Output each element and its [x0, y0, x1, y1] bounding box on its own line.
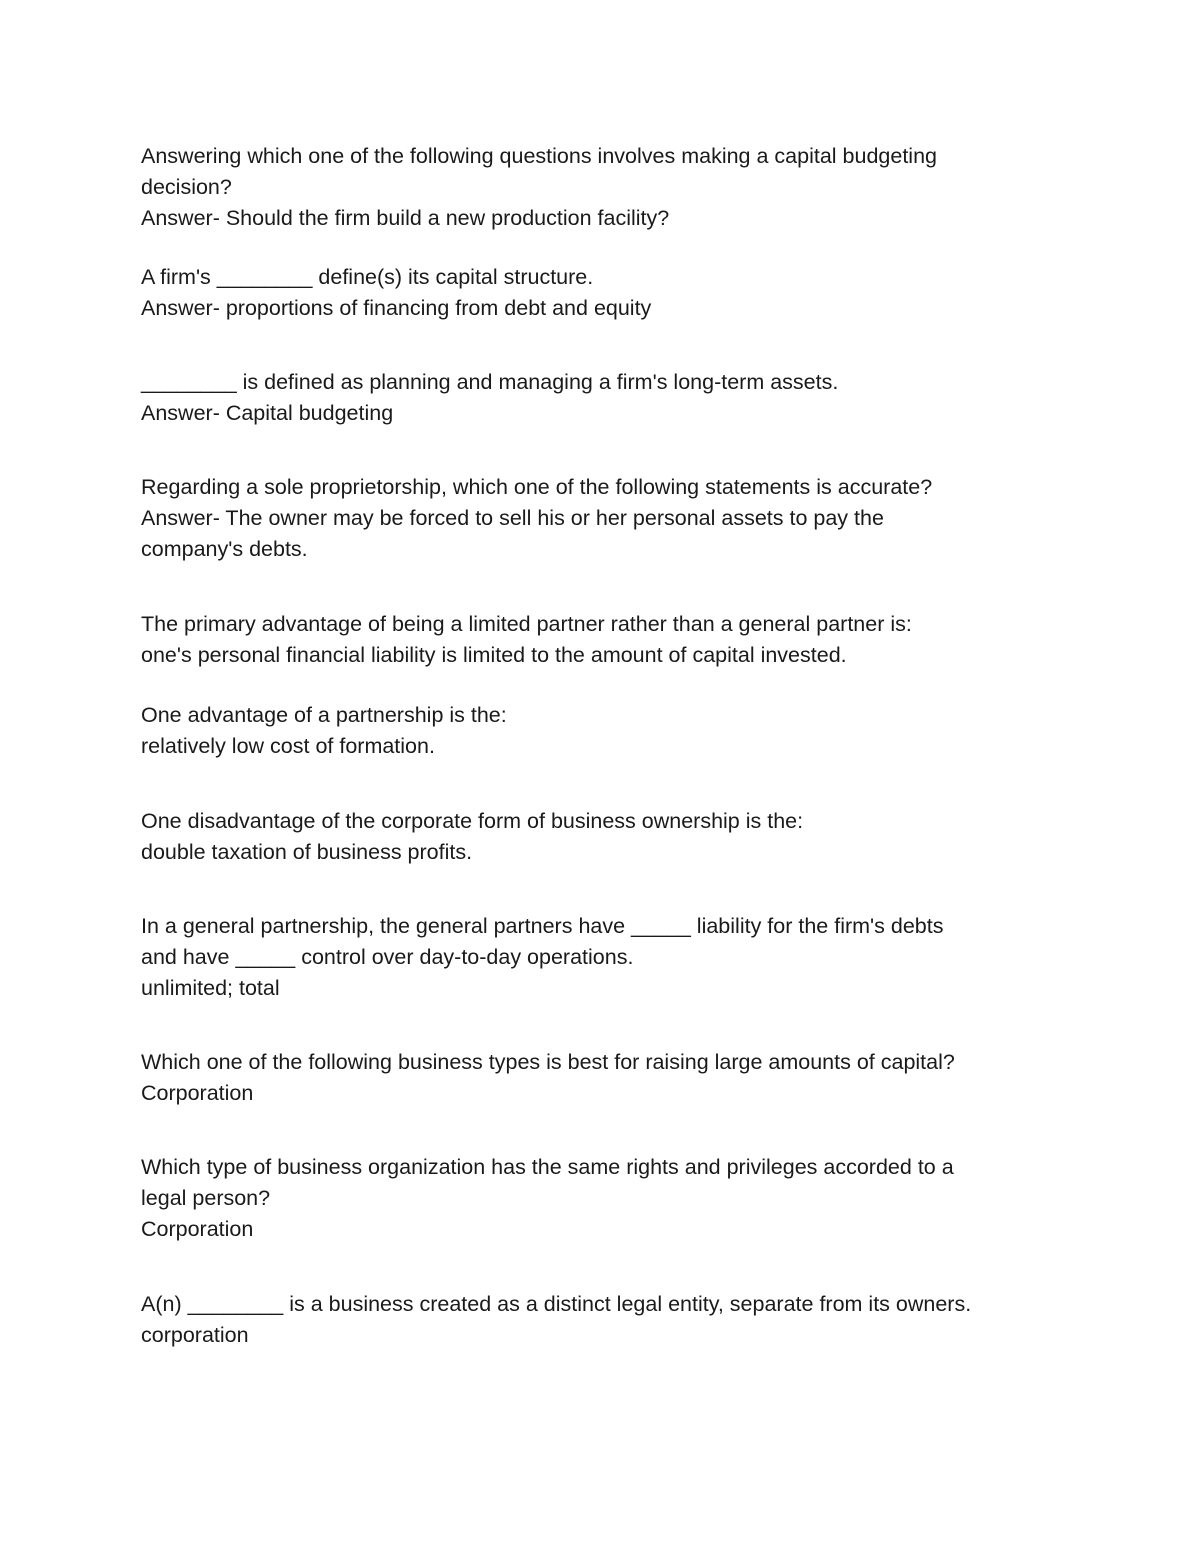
question-text: A firm's ________ define(s) its capital structure. — [141, 265, 594, 289]
qa-item-9 — [141, 1047, 1061, 1109]
qa-item-2 — [141, 262, 1061, 324]
question-text: and have _____ control over day-to-day operations. — [141, 945, 634, 969]
question-text: A(n) ________ is a business created as a distinct legal entity, separate from its owners. — [141, 1292, 972, 1316]
question-text: legal person? — [141, 1186, 271, 1210]
qa-item-1 — [141, 141, 1061, 234]
answer-text: one's personal financial liability is limited to the amount of capital invested. — [141, 643, 847, 667]
qa-item-8 — [141, 911, 1061, 1004]
answer-text: double taxation of business profits. — [141, 840, 473, 864]
question-text: One advantage of a partnership is the: — [141, 703, 507, 727]
question-text: Regarding a sole proprietorship, which one of the following statements is accurate? — [141, 475, 933, 499]
answer-text: company's debts. — [141, 537, 308, 561]
answer-text: relatively low cost of formation. — [141, 734, 435, 758]
qa-item-11 — [141, 1289, 1061, 1351]
question-text: Which one of the following business types is best for raising large amounts of capital? — [141, 1050, 955, 1074]
answer-text: corporation — [141, 1323, 249, 1347]
question-text: ________ is defined as planning and managing a firm's long-term assets. — [141, 370, 839, 394]
qa-item-5 — [141, 609, 1061, 671]
answer-text: Answer- Should the firm build a new production facility? — [141, 206, 670, 230]
answer-text: Corporation — [141, 1081, 254, 1105]
qa-item-4 — [141, 472, 1061, 565]
answer-text: Answer- Capital budgeting — [141, 401, 394, 425]
question-text: In a general partnership, the general partners have _____ liability for the firm's debts — [141, 914, 944, 938]
qa-item-3 — [141, 367, 1061, 429]
question-text: Answering which one of the following questions involves making a capital budgeting — [141, 144, 937, 168]
question-text: decision? — [141, 175, 232, 199]
qa-list — [141, 141, 1061, 1351]
question-text: The primary advantage of being a limited partner rather than a general partner is: — [141, 612, 912, 636]
answer-text: unlimited; total — [141, 976, 280, 1000]
answer-text: Answer- proportions of financing from debt and equity — [141, 296, 652, 320]
answer-text: Answer- The owner may be forced to sell his or her personal assets to pay the — [141, 506, 884, 530]
qa-item-10 — [141, 1152, 1061, 1245]
question-text: One disadvantage of the corporate form of business ownership is the: — [141, 809, 804, 833]
qa-item-6 — [141, 700, 1061, 762]
qa-item-7 — [141, 806, 1061, 868]
answer-text: Corporation — [141, 1217, 254, 1241]
question-text: Which type of business organization has the same rights and privileges accorded to a — [141, 1155, 954, 1179]
